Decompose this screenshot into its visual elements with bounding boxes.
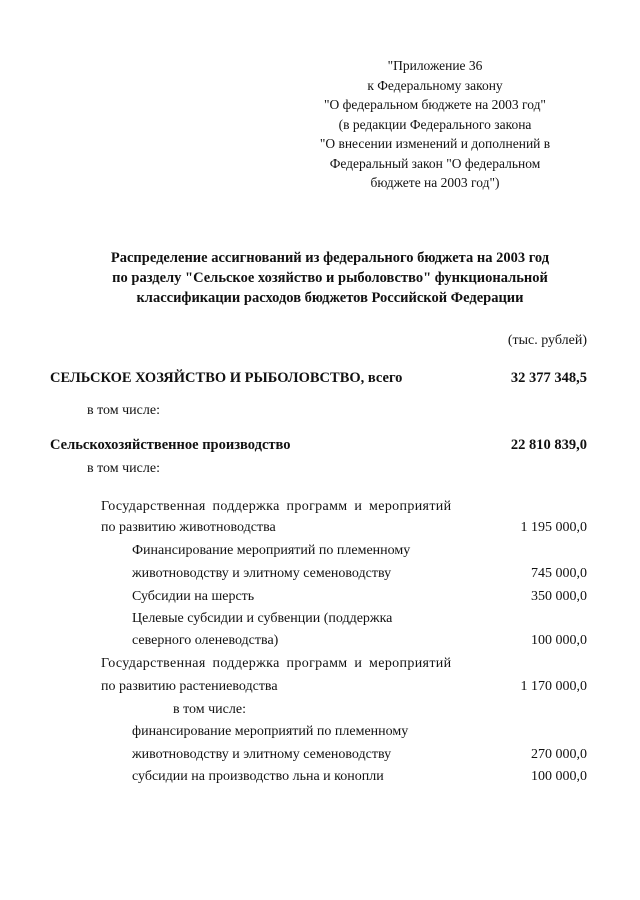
document-title: [60, 248, 600, 308]
row-subitem: [0, 589, 640, 611]
row-item: [0, 679, 640, 701]
row-label: в том числе:: [87, 461, 160, 476]
row-value: 745 000,0: [531, 566, 587, 581]
row-subheading: [0, 702, 640, 724]
row-label: Государственная поддержка программ и мероприятий: [101, 499, 452, 514]
row-value: 32 377 348,5: [510, 370, 587, 386]
row-label: в том числе:: [173, 702, 246, 717]
row-label: животноводству и элитному семеноводству: [132, 747, 392, 762]
row-label: в том числе:: [87, 403, 160, 418]
row-label: СЕЛЬСКОЕ ХОЗЯЙСТВО И РЫБОЛОВСТВО, всего: [50, 370, 403, 386]
row-subitem: [0, 769, 640, 791]
row-section: [0, 437, 640, 459]
row-subitem: [0, 724, 640, 746]
row-total: [0, 370, 640, 392]
row-value: 100 000,0: [531, 633, 587, 648]
row-subitem: [0, 611, 640, 633]
appendix-line: (в редакции Федерального закона: [338, 116, 532, 132]
row-subitem: [0, 543, 640, 565]
units-label: (тыс. рублей): [507, 333, 587, 348]
row-value: 22 810 839,0: [510, 437, 587, 453]
row-label: по развитию растениеводства: [101, 679, 278, 694]
appendix-line: "О федеральном бюджете на 2003 год": [324, 97, 546, 112]
row-label: Субсидии на шерсть: [132, 589, 255, 604]
row-label: субсидии на производство льна и конопли: [132, 769, 384, 784]
appendix-line: "О внесении изменений и дополнений в: [319, 136, 551, 151]
row-item: [0, 520, 640, 542]
row-label: Целевые субсидии и субвенции (поддержка: [132, 611, 393, 626]
row-value: 270 000,0: [531, 747, 587, 762]
row-item: [0, 499, 640, 521]
row-label: Сельскохозяйственное производство: [50, 437, 291, 453]
appendix-line: "Приложение 36: [387, 58, 483, 73]
appendix-line: Федеральный закон "О федеральном: [329, 155, 541, 171]
appendix-line: к Федеральному закону: [367, 77, 503, 93]
appendix-header: [300, 56, 570, 193]
appendix-line: бюджете на 2003 год"): [370, 175, 500, 190]
row-value: 350 000,0: [531, 589, 587, 604]
row-subheading: [0, 461, 640, 483]
row-subitem: [0, 747, 640, 769]
title-line: по разделу "Сельское хозяйство и рыболовство" функциональной: [112, 270, 548, 286]
row-subheading: [0, 403, 640, 425]
row-value: 100 000,0: [531, 769, 587, 784]
row-label: по развитию животноводства: [101, 520, 276, 535]
row-value: 1 195 000,0: [520, 520, 587, 535]
row-subitem: [0, 633, 640, 655]
title-line: классификации расходов бюджетов Российской Федерации: [136, 290, 524, 306]
row-label: северного оленеводства): [132, 633, 279, 648]
row-label: животноводству и элитному семеноводству: [132, 566, 392, 581]
row-item: [0, 656, 640, 678]
row-label: финансирование мероприятий по племенному: [132, 724, 409, 739]
row-subitem: [0, 566, 640, 588]
row-label: Государственная поддержка программ и мероприятий: [101, 656, 452, 671]
row-label: Финансирование мероприятий по племенному: [132, 543, 411, 558]
row-value: 1 170 000,0: [520, 679, 587, 694]
title-line: Распределение ассигнований из федерального бюджета на 2003 год: [110, 250, 550, 266]
